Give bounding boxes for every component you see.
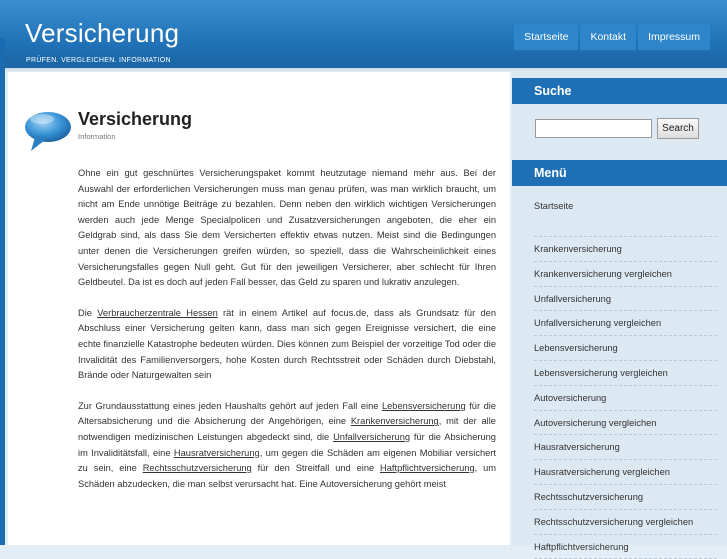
menu-item-krankenversicherung[interactable]: Krankenversicherung: [534, 237, 717, 262]
menu-item-rechtsschutzversicherung[interactable]: Rechtsschutzversicherung: [534, 485, 717, 510]
menu-item-hausratversicherung[interactable]: Hausratversicherung: [534, 435, 717, 460]
site-tagline: PRÜFEN. VERGLEICHEN. INFORMATION: [26, 57, 171, 64]
search-button[interactable]: Search: [657, 118, 699, 139]
menu-item-unfallversicherung-vergleichen[interactable]: Unfallversicherung vergleichen: [534, 311, 717, 336]
menu-item-hausratversicherung-vergleichen[interactable]: Hausratversicherung vergleichen: [534, 460, 717, 485]
nav-impressum[interactable]: Impressum: [638, 24, 710, 50]
paragraph-2: [78, 306, 496, 384]
menu-item-rechtsschutzversicherung-vergleichen[interactable]: Rechtsschutzversicherung vergleichen: [534, 510, 717, 535]
site-header: [0, 0, 727, 68]
menu-item-haftpflichtversicherung[interactable]: Haftpflichtversicherung: [534, 535, 717, 559]
paragraph-3: [78, 399, 496, 493]
search-heading: Suche: [512, 78, 727, 104]
nav-kontakt[interactable]: Kontakt: [580, 24, 636, 50]
p2-prefix: Die: [78, 307, 98, 318]
p3-text: , mit der alle notwendigen medizinischen Leistungen abgedeckt sind, die: [78, 416, 496, 442]
site-title[interactable]: Versicherung: [25, 18, 180, 48]
main-content: [8, 72, 510, 545]
top-navigation: [512, 24, 710, 50]
menu-item-unfallversicherung[interactable]: Unfallversicherung: [534, 287, 717, 312]
p2-text: rät in einem Artikel auf focus.de, dass als Grundsatz für den Abschluss einer Versicherung gelten kann, dass man sich gegen Ereignisse versichert, die eine echte finanzielle Katastrophe bedeuten würden. Dies können zum Beispiel der vorzeitige Tod oder die Invalidität des Familienversorgers, hohe Kosten durch Rechtsstreit oder Schäden durch Diebstahl, Brände oder Naturgewalten sein: [78, 307, 496, 381]
link-rechtsschutzversicherung[interactable]: Rechtsschutzversicherung: [142, 463, 252, 474]
sidebar: [512, 72, 727, 552]
post-subtitle: Information: [78, 132, 116, 141]
menu-item-startseite[interactable]: Startseite: [534, 186, 717, 237]
sidebar-menu: [512, 186, 727, 559]
link-hausratversicherung[interactable]: Hausratversicherung: [173, 447, 260, 458]
link-lebensversicherung[interactable]: Lebensversicherung: [381, 400, 466, 411]
search-input[interactable]: [535, 119, 652, 138]
menu-item-autoversicherung[interactable]: Autoversicherung: [534, 386, 717, 411]
menu-item-lebensversicherung-vergleichen[interactable]: Lebensversicherung vergleichen: [534, 361, 717, 386]
menu-heading: Menü: [512, 160, 727, 186]
menu-item-lebensversicherung[interactable]: Lebensversicherung: [534, 336, 717, 361]
p3-text: für die Altersabsicherung und die Absicherung der Angehörigen, eine: [78, 400, 496, 427]
p3-text: Zur Grundausstattung eines jeden Haushalts gehört auf jeden Fall eine: [78, 400, 382, 411]
p3-text: , um gegen die Schäden am eigenen Mobiliar versichert zu sein, eine: [78, 447, 496, 474]
p3-text: , um Schäden abzudecken, die man selbst verursacht hat. Eine Autoversicherung gehört meist: [78, 463, 496, 489]
p3-text: für den Streitfall und eine: [251, 463, 381, 474]
link-haftpflichtversicherung[interactable]: Haftpflichtversicherung: [380, 463, 475, 474]
speech-bubble-icon: [23, 105, 73, 160]
link-unfallversicherung[interactable]: Unfallversicherung: [333, 431, 411, 442]
link-verbraucherzentrale[interactable]: Verbraucherzentrale Hessen: [97, 307, 218, 318]
left-accent-bar: [0, 38, 5, 545]
p3-text: für die Absicherung im Invaliditätsfall, eine: [78, 431, 496, 458]
nav-startseite[interactable]: Startseite: [514, 24, 578, 50]
paragraph-1: Ohne ein gut geschnürtes Versicherungspaket kommt heutzutage niemand mehr aus. Bei der Auswahl der erforderlichen Versicherungen muss man genau prüfen, was man wirklich braucht, um nicht am Ende unnötige Beiträge zu bezahlen. Denn neben den wirklich wichtigen Versicherungen werden auch jede Menge Specialpolicen und Zusatzversicherungen angeboten, die eher ein Geldgrab sind, als dass Sie dem Versicherten effektiv etwas nutzen. Meist sind die Bedingungen unter denen die Versicherungen greifen würden, so speziell, dass die Wahrscheinlichkeit eines Versicherungsfalles gegen Null geht. Gut für den jeweiligen Versicherer, aber schlecht für Ihren Geldbeutel. Da ist es doch auf jeden Fall besser, das Geld zu sparen und lukrativ anzulegen.: [78, 168, 496, 288]
menu-item-autoversicherung-vergleichen[interactable]: Autoversicherung vergleichen: [534, 411, 717, 436]
post-body: [78, 166, 496, 507]
link-krankenversicherung[interactable]: Krankenversicherung: [350, 416, 439, 427]
post-title[interactable]: Versicherung: [78, 109, 193, 129]
menu-item-krankenversicherung-vergleichen[interactable]: Krankenversicherung vergleichen: [534, 262, 717, 287]
